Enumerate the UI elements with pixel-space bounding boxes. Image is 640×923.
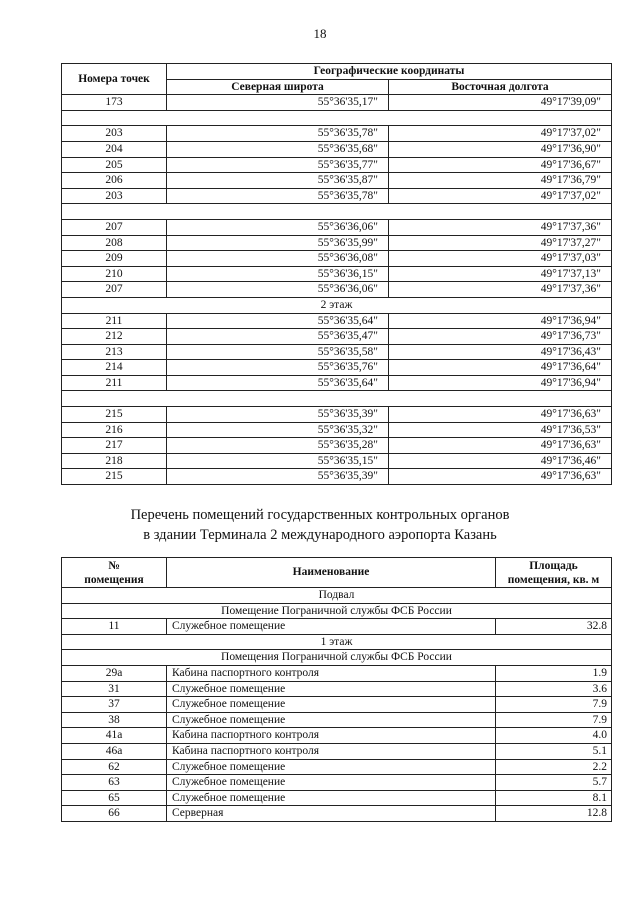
room-number: 11	[62, 619, 167, 635]
latitude: 55°36'36,15"	[167, 266, 389, 282]
table-row	[62, 665, 612, 681]
room-name: Служебное помещение	[167, 775, 496, 791]
longitude: 49°17'36,63"	[389, 469, 612, 485]
section-label: 1 этаж	[62, 634, 612, 650]
table-row	[62, 173, 612, 189]
table-row	[62, 453, 612, 469]
longitude: 49°17'36,73"	[389, 329, 612, 345]
point-number: 206	[62, 173, 167, 189]
point-number: 204	[62, 141, 167, 157]
point-number: 218	[62, 453, 167, 469]
table-row	[62, 712, 612, 728]
longitude: 49°17'37,02"	[389, 188, 612, 204]
point-number: 207	[62, 219, 167, 235]
point-number: 211	[62, 375, 167, 391]
longitude: 49°17'36,94"	[389, 375, 612, 391]
room-number: 46а	[62, 743, 167, 759]
table-row	[62, 806, 612, 822]
room-number: 38	[62, 712, 167, 728]
latitude: 55°36'35,64"	[167, 375, 389, 391]
point-number: 203	[62, 188, 167, 204]
point-number: 173	[62, 95, 167, 111]
header-lat: Северная широта	[167, 79, 389, 95]
longitude: 49°17'37,13"	[389, 266, 612, 282]
section-label: Помещения Пограничной службы ФСБ России	[62, 650, 612, 666]
header-room-area-line2: помещения, кв. м	[507, 573, 600, 586]
table-row	[62, 728, 612, 744]
longitude: 49°17'36,67"	[389, 157, 612, 173]
table-row	[62, 422, 612, 438]
table-row	[62, 790, 612, 806]
latitude: 55°36'35,64"	[167, 313, 389, 329]
room-name: Кабина паспортного контроля	[167, 743, 496, 759]
latitude: 55°36'35,47"	[167, 329, 389, 345]
header-room-area	[496, 558, 612, 588]
header-room-number	[62, 558, 167, 588]
point-number: 217	[62, 438, 167, 454]
spacer-cell	[62, 391, 612, 407]
rooms-table	[61, 557, 612, 822]
spacer-cell	[62, 110, 612, 126]
table-row	[62, 681, 612, 697]
longitude: 49°17'36,64"	[389, 360, 612, 376]
longitude: 49°17'39,09"	[389, 95, 612, 111]
point-number: 211	[62, 313, 167, 329]
point-number: 212	[62, 329, 167, 345]
room-number: 62	[62, 759, 167, 775]
list-title	[0, 505, 640, 545]
table-row	[62, 360, 612, 376]
latitude: 55°36'35,17"	[167, 95, 389, 111]
table-row	[62, 407, 612, 423]
room-number: 37	[62, 697, 167, 713]
latitude: 55°36'36,08"	[167, 251, 389, 267]
room-name: Служебное помещение	[167, 712, 496, 728]
spacer-row	[62, 391, 612, 407]
room-area: 3.6	[496, 681, 612, 697]
table-row	[62, 313, 612, 329]
room-number: 66	[62, 806, 167, 822]
list-title-line2: в здании Терминала 2 международного аэропорта Казань	[143, 527, 497, 543]
latitude: 55°36'35,77"	[167, 157, 389, 173]
room-name: Кабина паспортного контроля	[167, 665, 496, 681]
room-name: Служебное помещение	[167, 697, 496, 713]
room-number: 41а	[62, 728, 167, 744]
point-number: 208	[62, 235, 167, 251]
longitude: 49°17'37,36"	[389, 219, 612, 235]
longitude: 49°17'37,36"	[389, 282, 612, 298]
list-title-line1: Перечень помещений государственных контрольных органов	[130, 507, 510, 523]
room-name: Служебное помещение	[167, 619, 496, 635]
latitude: 55°36'35,78"	[167, 188, 389, 204]
room-area: 1.9	[496, 665, 612, 681]
point-number: 210	[62, 266, 167, 282]
table-row	[62, 251, 612, 267]
longitude: 49°17'37,27"	[389, 235, 612, 251]
latitude: 55°36'35,28"	[167, 438, 389, 454]
latitude: 55°36'35,76"	[167, 360, 389, 376]
table-row	[62, 141, 612, 157]
room-area: 5.1	[496, 743, 612, 759]
room-area: 5.7	[496, 775, 612, 791]
latitude: 55°36'35,99"	[167, 235, 389, 251]
table-row	[62, 469, 612, 485]
latitude: 55°36'35,32"	[167, 422, 389, 438]
header-room-name: Наименование	[167, 558, 496, 588]
table-row	[62, 775, 612, 791]
table-row	[62, 697, 612, 713]
point-number: 209	[62, 251, 167, 267]
spacer-cell	[62, 204, 612, 220]
point-number: 216	[62, 422, 167, 438]
table-row	[62, 157, 612, 173]
longitude: 49°17'37,02"	[389, 126, 612, 142]
page-number: 18	[313, 26, 327, 41]
section-row	[62, 588, 612, 604]
room-name: Служебное помещение	[167, 790, 496, 806]
header-room-area-line1: Площадь	[529, 559, 578, 572]
latitude: 55°36'36,06"	[167, 282, 389, 298]
table-row	[62, 619, 612, 635]
longitude: 49°17'36,63"	[389, 407, 612, 423]
table-row	[62, 344, 612, 360]
room-area: 4.0	[496, 728, 612, 744]
section-label: Подвал	[62, 588, 612, 604]
header-room-number-line1: №	[108, 559, 120, 572]
point-number: 215	[62, 407, 167, 423]
table-row	[62, 438, 612, 454]
table-row	[62, 188, 612, 204]
header-lon: Восточная долгота	[389, 79, 612, 95]
section-label: 2 этаж	[62, 297, 612, 313]
table-row	[62, 743, 612, 759]
point-number: 214	[62, 360, 167, 376]
table-row	[62, 266, 612, 282]
table-row	[62, 375, 612, 391]
room-number: 65	[62, 790, 167, 806]
room-number: 31	[62, 681, 167, 697]
room-name: Кабина паспортного контроля	[167, 728, 496, 744]
latitude: 55°36'35,68"	[167, 141, 389, 157]
coordinates-table	[61, 63, 612, 485]
latitude: 55°36'35,58"	[167, 344, 389, 360]
longitude: 49°17'36,90"	[389, 141, 612, 157]
point-number: 213	[62, 344, 167, 360]
latitude: 55°36'35,39"	[167, 407, 389, 423]
longitude: 49°17'36,46"	[389, 453, 612, 469]
section-row	[62, 634, 612, 650]
room-name: Служебное помещение	[167, 759, 496, 775]
room-area: 8.1	[496, 790, 612, 806]
header-geo: Географические координаты	[167, 64, 612, 80]
table-row	[62, 759, 612, 775]
coordinates-body	[62, 95, 612, 485]
room-area: 7.9	[496, 697, 612, 713]
point-number: 203	[62, 126, 167, 142]
rooms-body	[62, 588, 612, 822]
latitude: 55°36'36,06"	[167, 219, 389, 235]
room-area: 12.8	[496, 806, 612, 822]
longitude: 49°17'36,43"	[389, 344, 612, 360]
header-room-number-line2: помещения	[84, 573, 144, 586]
header-points: Номера точек	[62, 64, 167, 95]
longitude: 49°17'36,94"	[389, 313, 612, 329]
latitude: 55°36'35,15"	[167, 453, 389, 469]
room-name: Серверная	[167, 806, 496, 822]
room-area: 32.8	[496, 619, 612, 635]
table-row	[62, 235, 612, 251]
latitude: 55°36'35,87"	[167, 173, 389, 189]
spacer-row	[62, 110, 612, 126]
spacer-row	[62, 204, 612, 220]
table-row	[62, 282, 612, 298]
longitude: 49°17'36,79"	[389, 173, 612, 189]
room-number: 29а	[62, 665, 167, 681]
room-area: 7.9	[496, 712, 612, 728]
latitude: 55°36'35,39"	[167, 469, 389, 485]
longitude: 49°17'36,63"	[389, 438, 612, 454]
section-row	[62, 603, 612, 619]
point-number: 205	[62, 157, 167, 173]
longitude: 49°17'37,03"	[389, 251, 612, 267]
point-number: 215	[62, 469, 167, 485]
section-row	[62, 650, 612, 666]
room-area: 2.2	[496, 759, 612, 775]
section-row	[62, 297, 612, 313]
latitude: 55°36'35,78"	[167, 126, 389, 142]
table-row	[62, 126, 612, 142]
table-row	[62, 329, 612, 345]
longitude: 49°17'36,53"	[389, 422, 612, 438]
point-number: 207	[62, 282, 167, 298]
room-number: 63	[62, 775, 167, 791]
section-label: Помещение Пограничной службы ФСБ России	[62, 603, 612, 619]
room-name: Служебное помещение	[167, 681, 496, 697]
table-row	[62, 95, 612, 111]
table-row	[62, 219, 612, 235]
